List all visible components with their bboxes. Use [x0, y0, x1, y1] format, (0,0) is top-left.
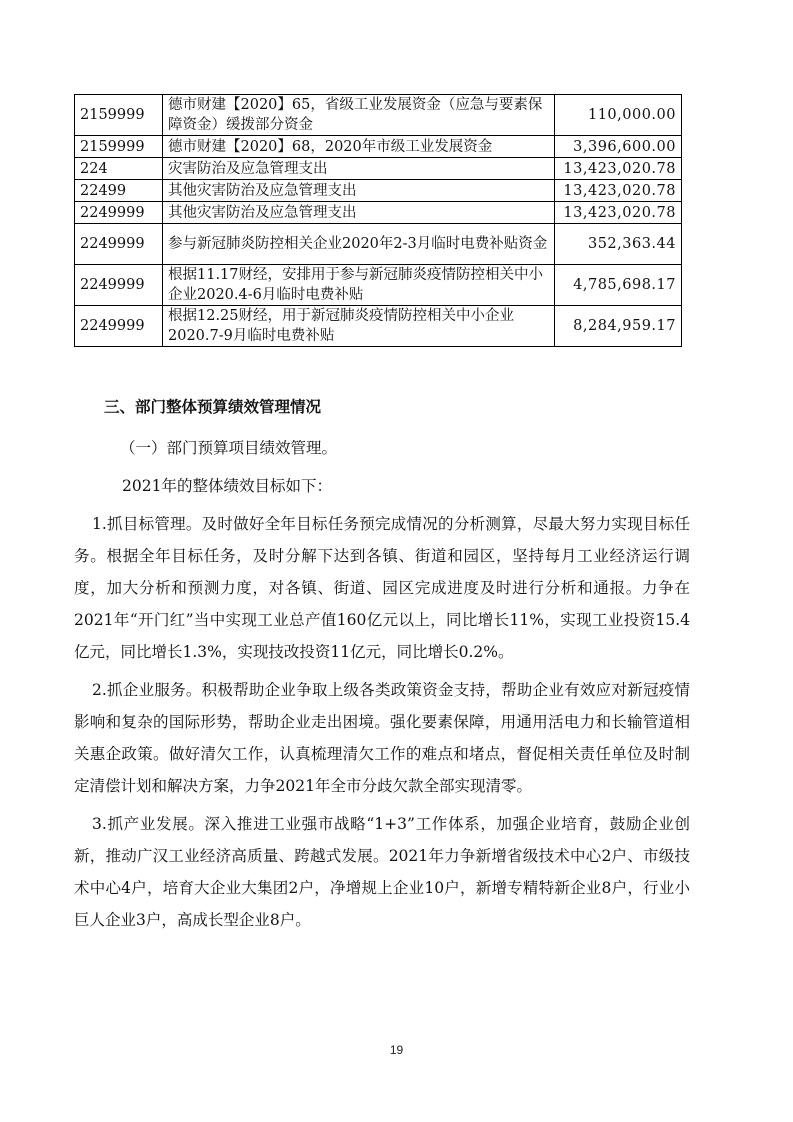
table-row	[75, 158, 682, 180]
amount-cell: 4,785,698.17	[555, 265, 682, 306]
table-row	[75, 180, 682, 202]
subject-name-cell: 其他灾害防治及应急管理支出	[163, 202, 555, 224]
subject-code-cell: 2159999	[75, 95, 163, 136]
section-content	[74, 396, 690, 942]
table-row	[75, 306, 682, 347]
amount-cell: 8,284,959.17	[555, 306, 682, 347]
section-subheading: （一）部门预算项目绩效管理。	[120, 439, 338, 457]
amount-cell: 352,363.44	[555, 224, 682, 265]
subject-name-cell: 德市财建【2020】65，省级工业发展资金（应急与要素保障资金）缓拨部分资金	[163, 95, 555, 136]
section-heading: 三、部门整体预算绩效管理情况	[104, 398, 322, 416]
table-row	[75, 95, 682, 136]
table-row	[75, 136, 682, 158]
subject-name-cell: 其他灾害防治及应急管理支出	[163, 180, 555, 202]
amount-cell: 13,423,020.78	[555, 180, 682, 202]
subject-code-cell: 22499	[75, 180, 163, 202]
table-row	[75, 224, 682, 265]
subject-name-cell: 根据11.17财经，安排用于参与新冠肺炎疫情防控相关中小企业2020.4-6月临时电费补贴	[163, 265, 555, 306]
amount-cell: 13,423,020.78	[555, 158, 682, 180]
goal-paragraph-target-management: 1.抓目标管理。及时做好全年目标任务预完成情况的分析测算，尽最大努力实现目标任务。根据全年目标任务，及时分解下达到各镇、街道和园区，坚持每月工业经济运行调度，加大分析和预测力度，对各镇、街道、园区完成进度及时进行分析和通报。力争在2021年“开门红”当中实现工业总产值160亿元以上，同比增长11%，实现工业投资15.4亿元，同比增长1.3%，实现技改投资11亿元，同比增长0.2%。	[74, 515, 690, 661]
subject-name-cell: 根据12.25财经，用于新冠肺炎疫情防控相关中小企业2020.7-9月临时电费补贴	[163, 306, 555, 347]
subject-code-cell: 2249999	[75, 202, 163, 224]
amount-cell: 110,000.00	[555, 95, 682, 136]
amount-cell: 13,423,020.78	[555, 202, 682, 224]
subject-code-cell: 2249999	[75, 224, 163, 265]
subject-code-cell: 2159999	[75, 136, 163, 158]
subject-code-cell: 2249999	[75, 265, 163, 306]
goal-paragraph-industry-development: 3.抓产业发展。深入推进工业强市战略“1+3”工作体系，加强企业培育，鼓励企业创新，推动广汉工业经济高质量、跨越式发展。2021年力争新增省级技术中心2户、市级技术中心4户，培育大企业大集团2户，净增规上企业10户，新增专精特新企业8户，行业小巨人企业3户，高成长型企业8户。	[74, 815, 690, 929]
subject-name-cell: 参与新冠肺炎防控相关企业2020年2-3月临时电费补贴资金	[163, 224, 555, 265]
amount-cell: 3,396,600.00	[555, 136, 682, 158]
subject-code-cell: 2249999	[75, 306, 163, 347]
page-number: 19	[389, 1043, 404, 1057]
subject-name-cell: 灾害防治及应急管理支出	[163, 158, 555, 180]
budget-table	[74, 94, 682, 347]
table-row	[75, 265, 682, 306]
subject-code-cell: 224	[75, 158, 163, 180]
subject-name-cell: 德市财建【2020】68，2020年市级工业发展资金	[163, 136, 555, 158]
goals-intro: 2021年的整体绩效目标如下：	[122, 477, 332, 495]
table-row	[75, 202, 682, 224]
goal-paragraph-enterprise-service: 2.抓企业服务。积极帮助企业争取上级各类政策资金支持，帮助企业有效应对新冠疫情影响和复杂的国际形势，帮助企业走出困境。强化要素保障，用通用活电力和长输管道相关惠企政策。做好清欠工作，认真梳理清欠工作的难点和堵点，督促相关责任单位及时制定清偿计划和解决方案，力争2021年全市分歧欠款全部实现清零。	[74, 681, 690, 795]
